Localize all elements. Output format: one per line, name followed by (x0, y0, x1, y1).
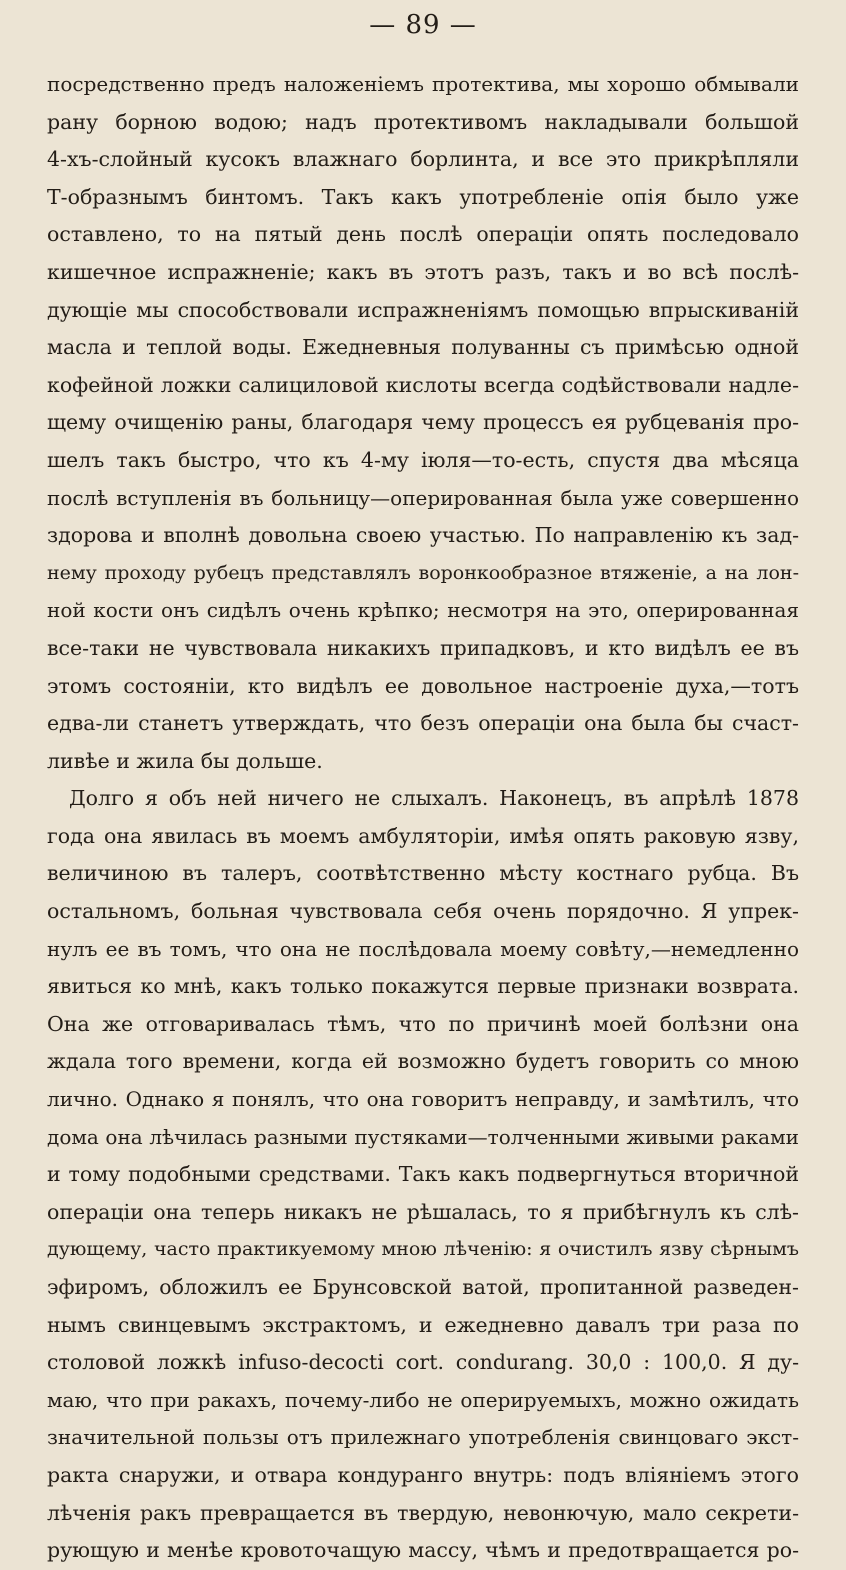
text-line: этомъ состояніи, кто видѣлъ ее довольное настроеніе духа,—тотъ (47, 673, 799, 698)
text-line: кишечное испражненіе; какъ въ этотъ разъ, такъ и во всѣ послѣ- (47, 259, 799, 284)
paragraph-1 (47, 66, 799, 780)
text-line: масла и теплой воды. Ежедневныя полуванны съ примѣсью одной (47, 335, 799, 360)
text-line: здорова и вполнѣ довольна своею участью. По направленію къ зад- (47, 523, 799, 548)
text-line: лично. Однако я понялъ, что она говоритъ неправду, и замѣтилъ, что (47, 1087, 799, 1112)
text-line: рану борною водою; надъ протективомъ накладывали большой (47, 109, 799, 134)
text-line: маю, что при ракахъ, почему-либо не оперируемыхъ, можно ожидать (47, 1387, 799, 1412)
text-line: нему проходу рубецъ представлялъ воронкообразное втяженіе, а на лон- (47, 561, 799, 584)
text-line: ждала того времени, когда ей возможно будетъ говорить со мною (47, 1049, 799, 1074)
text-line: года она явилась въ моемъ амбуляторіи, имѣя опять раковую язву, (47, 823, 799, 848)
text-line: и тому подобными средствами. Такъ какъ подвергнуться вторичной (47, 1162, 799, 1187)
text-line: нулъ ее въ томъ, что она не послѣдовала моему совѣту,—немедленно (47, 936, 799, 961)
text-line: Т-образнымъ бинтомъ. Такъ какъ употребленіе опія было уже (47, 184, 799, 209)
text-line: кофейной ложки салициловой кислоты всегда содѣйствовали надле- (47, 372, 799, 397)
text-line: величиною въ талеръ, соотвѣтственно мѣсту костнаго рубца. Въ (47, 861, 799, 886)
text-line: Она же отговаривалась тѣмъ, что по причинѣ моей болѣзни она (47, 1011, 799, 1036)
text-line: дующіе мы способствовали испражненіямъ помощью впрыскиваній (47, 297, 799, 322)
text-line: шелъ такъ быстро, что къ 4-му іюля—то-есть, спустя два мѣсяца (47, 447, 799, 472)
text-line: 4-хъ-слойный кусокъ влажнаго борлинта, и все это прикрѣпляли (47, 147, 799, 172)
text-line: явиться ко мнѣ, какъ только покажутся первые признаки возврата. (47, 974, 799, 999)
text-line: ливѣе и жила бы дольше. (47, 748, 323, 773)
text-line: ракта снаружи, и отвара кондуранго внутрь: подъ вліяніемъ этого (47, 1462, 799, 1487)
text-line: все-таки не чувствовала никакихъ припадковъ, и кто видѣлъ ее въ (47, 635, 799, 660)
text-line: остальномъ, больная чувствовала себя очень порядочно. Я упрек- (47, 899, 799, 924)
page-number: — 89 — (369, 10, 477, 40)
text-line: нымъ свинцевымъ экстрактомъ, и ежедневно давалъ три раза по (47, 1312, 799, 1337)
text-line: лѣченія ракъ превращается въ твердую, невонючую, мало секрети- (47, 1500, 799, 1525)
text-line: операціи она теперь никакъ не рѣшалась, то я прибѣгнулъ къ слѣ- (47, 1199, 799, 1224)
paragraph-2 (47, 780, 799, 1569)
text-line: оставлено, то на пятый день послѣ операціи опять последовало (47, 222, 799, 247)
text-line: значительной пользы отъ прилежнаго употребленія свинцоваго экст- (47, 1425, 799, 1450)
text-line: дома она лѣчилась разными пустяками—толченными живыми раками (47, 1124, 799, 1149)
text-line: дующему, часто практикуемому мною лѣченію: я очистилъ язву сѣрнымъ (47, 1238, 799, 1261)
text-line: эфиромъ, обложилъ ее Брунсовской ватой, пропитанной разведен- (47, 1275, 799, 1299)
body-text (47, 66, 799, 1570)
text-line: посредственно предъ наложеніемъ протектива, мы хорошо обмывали (47, 72, 799, 96)
text-line: рующую и менѣе кровоточащую массу, чѣмъ и предотвращается ро- (47, 1538, 799, 1563)
text-line: послѣ вступленія въ больницу—оперированная была уже совершенно (47, 485, 799, 510)
text-line: едва-ли станетъ утверждать, что безъ операціи она была бы счаст- (47, 711, 799, 736)
text-line: столовой ложкѣ infuso-decocti cort. condurang. 30,0 : 100,0. Я ду- (47, 1350, 799, 1375)
text-line: щему очищенію раны, благодаря чему процессъ ея рубцеванія про- (47, 410, 799, 435)
text-line: Долго я объ ней ничего не слыхалъ. Наконецъ, въ апрѣлѣ 1878 (69, 786, 799, 811)
text-line: ной кости онъ сидѣлъ очень крѣпко; несмотря на это, оперированная (47, 598, 799, 623)
